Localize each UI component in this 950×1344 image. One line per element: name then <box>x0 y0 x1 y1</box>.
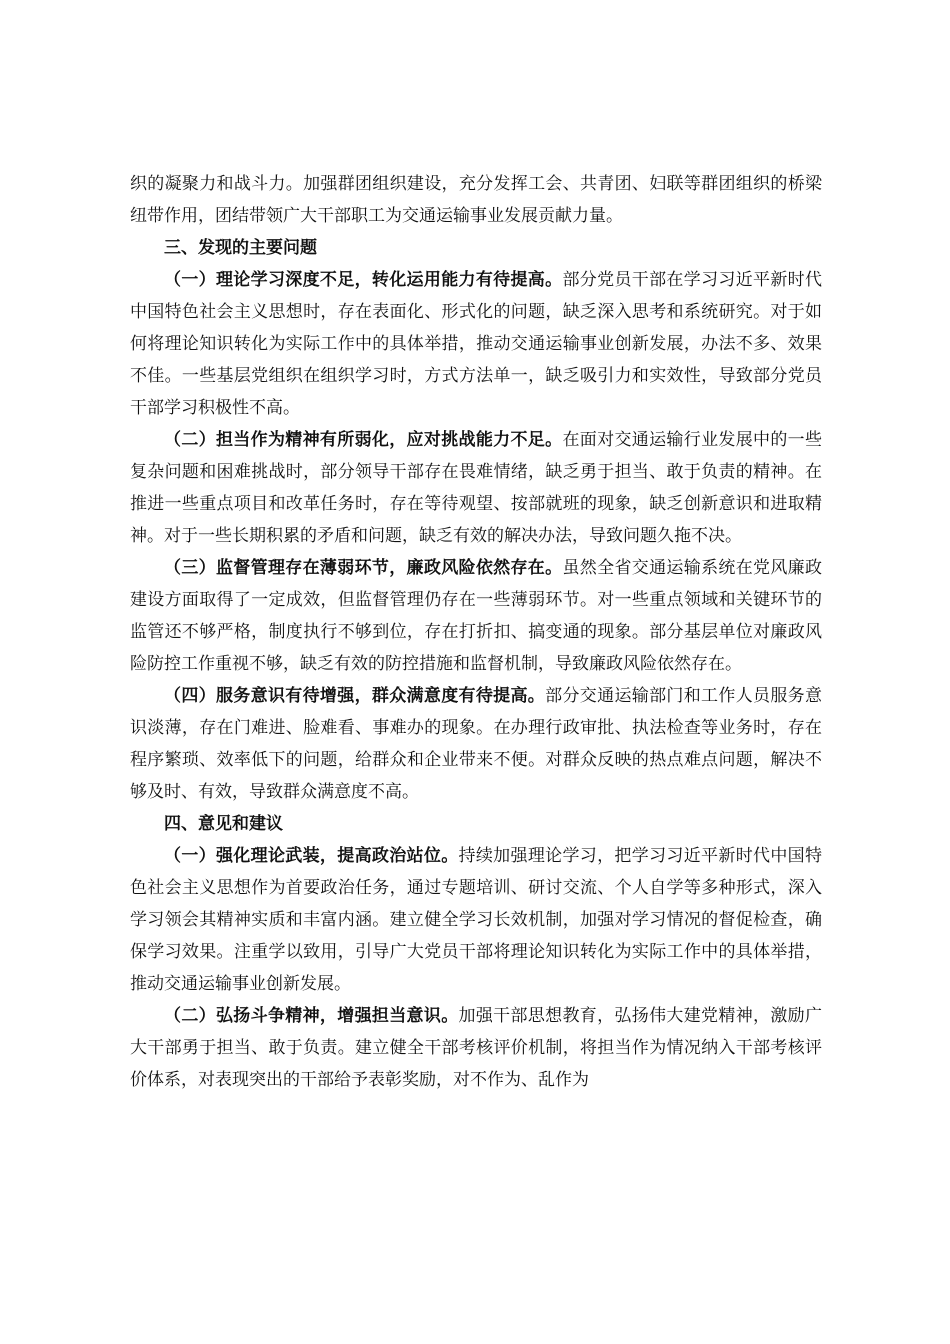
suggestion-2-title: （二）弘扬斗争精神，增强担当意识。 <box>164 1006 459 1026</box>
problem-2-text: 在面对交通运输行业发展中的一些复杂问题和困难挑战时，部分领导干部存在畏难情绪，缺乏勇于担当、敢于负责的精神。在推进一些重点项目和改革任务时，存在等待观望、按部就班的现象，缺乏创新意识和进取精神。对于一些长期积累的矛盾和问题，缺乏有效的解决办法，导致问题久拖不决。 <box>130 430 823 546</box>
suggestion-paragraph-2 <box>130 1000 822 1096</box>
problem-paragraph-2 <box>130 424 822 552</box>
problem-1-title: （一）理论学习深度不足，转化运用能力有待提高。 <box>164 270 563 290</box>
problem-paragraph-4 <box>130 680 822 808</box>
document-body <box>130 168 822 1096</box>
problem-1-text: 部分党员干部在学习习近平新时代中国特色社会主义思想时，存在表面化、形式化的问题，缺乏深入思考和系统研究。对于如何将理论知识转化为实际工作中的具体举措，推动交通运输事业创新发展，办法不多、效果不佳。一些基层党组织在组织学习时，方式方法单一，缺乏吸引力和实效性，导致部分党员干部学习积极性不高。 <box>130 270 823 418</box>
suggestion-2-text: 加强干部思想教育，弘扬伟大建党精神，激励广大干部勇于担当、敢于负责。建立健全干部考核评价机制，将担当作为情况纳入干部考核评价体系，对表现突出的干部给予表彰奖励，对不作为、乱作为 <box>130 1006 823 1090</box>
problem-3-text: 虽然全省交通运输系统在党风廉政建设方面取得了一定成效，但监督管理仍存在一些薄弱环节。对一些重点领域和关键环节的监管还不够严格，制度执行不够到位，存在打折扣、搞变通的现象。部分基层单位对廉政风险防控工作重视不够，缺乏有效的防控措施和监督机制，导致廉政风险依然存在。 <box>130 558 823 674</box>
problem-paragraph-1 <box>130 264 822 424</box>
suggestion-paragraph-1 <box>130 840 822 1000</box>
section-heading-problems: 三、发现的主要问题 <box>164 238 317 258</box>
problem-4-text: 部分交通运输部门和工作人员服务意识淡薄，存在门难进、脸难看、事难办的现象。在办理行政审批、执法检查等业务时，存在程序繁琐、效率低下的问题，给群众和企业带来不便。对群众反映的热点难点问题，解决不够及时、有效，导致群众满意度不高。 <box>130 686 823 802</box>
problem-paragraph-3 <box>130 552 822 680</box>
problem-4-title: （四）服务意识有待增强，群众满意度有待提高。 <box>164 686 546 706</box>
paragraph-continued: 织的凝聚力和战斗力。加强群团组织建设，充分发挥工会、共青团、妇联等群团组织的桥梁纽带作用，团结带领广大干部职工为交通运输事业发展贡献力量。 <box>130 174 822 226</box>
suggestion-1-text: 持续加强理论学习，把学习习近平新时代中国特色社会主义思想作为首要政治任务，通过专题培训、研讨交流、个人自学等多种形式，深入学习领会其精神实质和丰富内涵。建立健全学习长效机制，加强对学习情况的督促检查，确保学习效果。注重学以致用，引导广大党员干部将理论知识转化为实际工作中的具体举措，推动交通运输事业创新发展。 <box>130 846 823 994</box>
suggestion-1-title: （一）强化理论武装，提高政治站位。 <box>164 846 459 866</box>
problem-3-title: （三）监督管理存在薄弱环节，廉政风险依然存在。 <box>164 558 563 578</box>
problem-2-title: （二）担当作为精神有所弱化，应对挑战能力不足。 <box>164 430 563 450</box>
section-heading-suggestions: 四、意见和建议 <box>164 814 283 834</box>
